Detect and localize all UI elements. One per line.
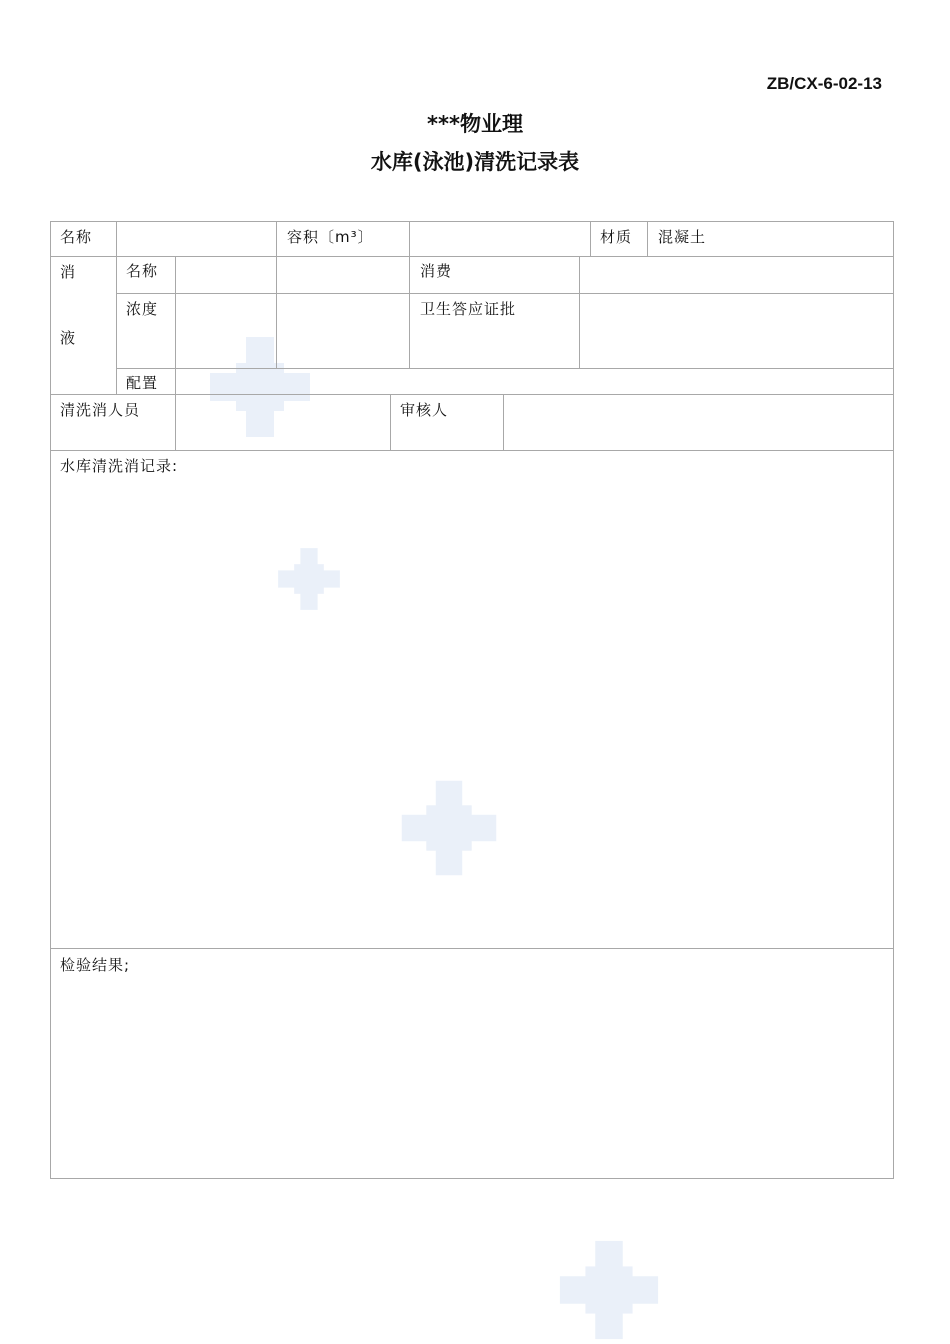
disinfectant-name-field[interactable] xyxy=(176,257,275,292)
row-divider xyxy=(50,948,894,949)
column-divider xyxy=(390,394,391,450)
column-divider xyxy=(409,256,410,368)
concentration-field[interactable] xyxy=(176,294,275,367)
column-divider xyxy=(647,221,648,256)
disinfectant-label-top: 消 xyxy=(60,263,77,281)
disinfectant-name-label: 名称 xyxy=(126,262,159,280)
page-title: ***物业理 xyxy=(427,112,523,136)
table-border-bottom xyxy=(50,1178,894,1179)
cleaning-staff-label: 清洗消人员 xyxy=(60,401,141,419)
column-divider xyxy=(590,221,591,256)
material-label: 材质 xyxy=(600,228,633,246)
cleaning-staff-field[interactable] xyxy=(176,395,389,449)
cleaning-record-field[interactable] xyxy=(51,478,893,947)
form-title: 水库(泳池)清洗记录表 xyxy=(370,150,580,174)
column-divider xyxy=(276,221,277,256)
cleaning-record-label: 水库清洗消记录: xyxy=(60,457,179,475)
preparation-label: 配置 xyxy=(126,374,159,392)
column-divider xyxy=(276,256,277,368)
disinfectant-label-bottom: 液 xyxy=(60,329,77,347)
volume-label: 容积〔m³〕 xyxy=(287,228,374,246)
cost-field[interactable] xyxy=(580,257,892,292)
reviewer-label: 审核人 xyxy=(400,401,449,419)
preparation-field[interactable] xyxy=(176,369,892,393)
name-field[interactable] xyxy=(117,222,275,255)
inspection-result-label: 检验结果; xyxy=(60,956,131,974)
reviewer-field[interactable] xyxy=(504,395,892,449)
column-divider xyxy=(116,256,117,394)
document-code: ZB/CX-6-02-13 xyxy=(766,74,882,93)
name-label: 名称 xyxy=(60,228,93,246)
watermark-icon xyxy=(555,1236,663,1344)
table-border-right xyxy=(893,221,894,1178)
material-value: 混凝土 xyxy=(658,228,707,246)
health-approval-label: 卫生答应证批 xyxy=(420,300,517,318)
inspection-result-field[interactable] xyxy=(51,978,893,1177)
cost-label: 消费 xyxy=(420,262,453,280)
concentration-label: 浓度 xyxy=(126,300,159,318)
volume-field[interactable] xyxy=(410,222,589,255)
row-divider xyxy=(50,450,894,451)
health-approval-field[interactable] xyxy=(580,294,892,367)
